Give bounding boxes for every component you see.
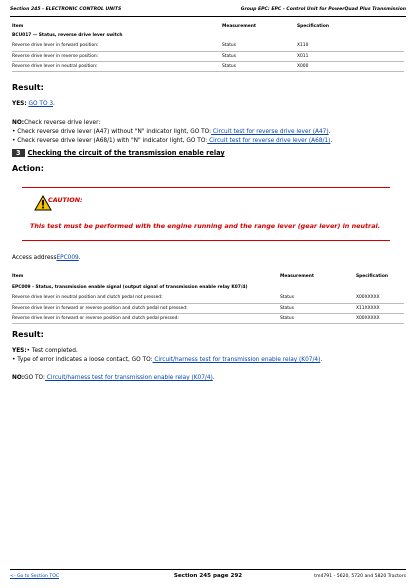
epc009-link[interactable]: EPC009 xyxy=(56,255,79,261)
row-spec: X011 xyxy=(297,51,404,61)
go-to-section-toc-link[interactable]: <- Go to Section TOC xyxy=(10,574,60,579)
bullet-a47 xyxy=(12,129,330,135)
no-text: GO TO: xyxy=(24,375,45,381)
punct: . xyxy=(328,129,331,135)
row-spec: X00XXXXX xyxy=(356,293,404,303)
no-label: NO: xyxy=(12,120,25,126)
access-text: Access address xyxy=(12,255,57,261)
result-no-line xyxy=(12,120,100,126)
table-subheading: BCU017 — Status, reverse drive lever switch xyxy=(12,33,123,38)
result-heading: Result: xyxy=(12,83,44,92)
row-item: Reverse drive lever in reverse position: xyxy=(12,51,222,61)
caution-text: This test must be performed with the engine running and the range lever (gear lever) in neutral. xyxy=(30,222,381,230)
yes-label: YES: xyxy=(12,348,27,354)
col-item-header: Item xyxy=(12,23,24,29)
result-yes-line xyxy=(12,348,78,354)
result-yes-line2 xyxy=(12,357,322,363)
row-item: Reverse drive lever in forward or reverse position and clutch pedal not pressed: xyxy=(12,303,280,313)
table-row xyxy=(12,51,404,61)
page-footer xyxy=(10,569,406,579)
circuit-test-a47-link[interactable]: Circuit test for reverse drive lever (A47) xyxy=(211,129,329,135)
punct: . xyxy=(212,375,215,381)
punct: . xyxy=(53,101,55,107)
bullet-a68 xyxy=(12,138,332,144)
yes-text: • Type of error indicates a loose contact, GO TO: xyxy=(12,357,153,363)
caution-top-rule xyxy=(22,187,390,188)
punct: . xyxy=(78,255,81,261)
manual-title: tm4791 - 5620, 5720 and 5820 Tractors xyxy=(314,574,406,579)
row-measurement: Status xyxy=(222,51,297,61)
caution-bottom-rule xyxy=(22,240,390,241)
step-3-heading xyxy=(12,149,225,157)
row-measurement: Status xyxy=(280,303,356,313)
table-subheading: EPC009 - Status, transmission enable signal (output signal of transmission enable relay K07/4) xyxy=(12,284,248,290)
circuit-test-k07-link[interactable]: Circuit/harness test for transmission enable relay (K07/4) xyxy=(44,375,213,381)
col-spec-header: Specification xyxy=(356,273,388,279)
bullet-text: • Check reverse drive lever (A47) without "N" indicator light, GO TO: xyxy=(12,129,212,135)
row-spec: X110 xyxy=(297,41,404,51)
page-header xyxy=(10,6,406,17)
yes-label: YES: xyxy=(12,101,27,107)
circuit-test-k07-link[interactable]: Circuit/harness test for transmission enable relay (K07/4) xyxy=(152,357,321,363)
table-row xyxy=(12,303,404,313)
col-item-header: Item xyxy=(12,273,24,279)
row-spec: X00XXXXX xyxy=(356,313,404,323)
result-no-line xyxy=(12,375,215,381)
result-yes-line xyxy=(12,101,55,107)
row-item: Reverse drive lever in neutral position and clutch pedal not pressed: xyxy=(12,293,280,303)
table-row xyxy=(12,313,404,323)
step-title: Checking the circuit of the transmission enable relay xyxy=(27,149,225,157)
punct: . xyxy=(320,357,323,363)
col-measurement-header: Measurement xyxy=(222,23,256,29)
yes-text: • Test completed. xyxy=(26,348,78,354)
table-row xyxy=(12,293,404,303)
step-number-badge: 3 xyxy=(12,149,25,157)
status-table-epc009 xyxy=(12,271,404,324)
header-group-title: Group EPC: EPC - Control Unit for PowerQuad Plus Transmission xyxy=(240,7,406,12)
table-row xyxy=(12,61,404,71)
go-to-3-link[interactable]: GO TO 3 xyxy=(28,101,54,107)
punct: . xyxy=(330,138,333,144)
row-item: Reverse drive lever in neutral position: xyxy=(12,61,222,71)
table-row xyxy=(12,41,404,51)
caution-label: CAUTION: xyxy=(48,196,83,204)
col-spec-header: Specification xyxy=(297,23,329,29)
result-heading: Result: xyxy=(12,330,44,339)
row-item: Reverse drive lever in forward or reverse position and clutch pedal pressed: xyxy=(12,313,280,323)
access-address-line xyxy=(12,255,81,261)
row-measurement: Status xyxy=(280,313,356,323)
row-measurement: Status xyxy=(222,41,297,51)
row-spec: X11XXXXX xyxy=(356,303,404,313)
page-number: Section 245 page 292 xyxy=(173,573,243,579)
row-measurement: Status xyxy=(280,293,356,303)
no-text: Check reverse drive lever: xyxy=(24,120,101,126)
no-label: NO: xyxy=(12,375,25,381)
circuit-test-a68-link[interactable]: Circuit test for reverse drive lever (A68/1) xyxy=(207,138,331,144)
col-measurement-header: Measurement xyxy=(280,273,314,279)
bullet-text: • Check reverse drive lever (A68/1) with "N" indicator light, GO TO: xyxy=(12,138,208,144)
row-measurement: Status xyxy=(222,61,297,71)
row-item: Reverse drive lever in forward position: xyxy=(12,41,222,51)
row-spec: X000 xyxy=(297,61,404,71)
header-section-title: Section 245 - ELECTRONIC CONTROL UNITS xyxy=(10,7,122,12)
status-table-bcu017 xyxy=(12,22,404,72)
action-heading: Action: xyxy=(12,164,44,173)
